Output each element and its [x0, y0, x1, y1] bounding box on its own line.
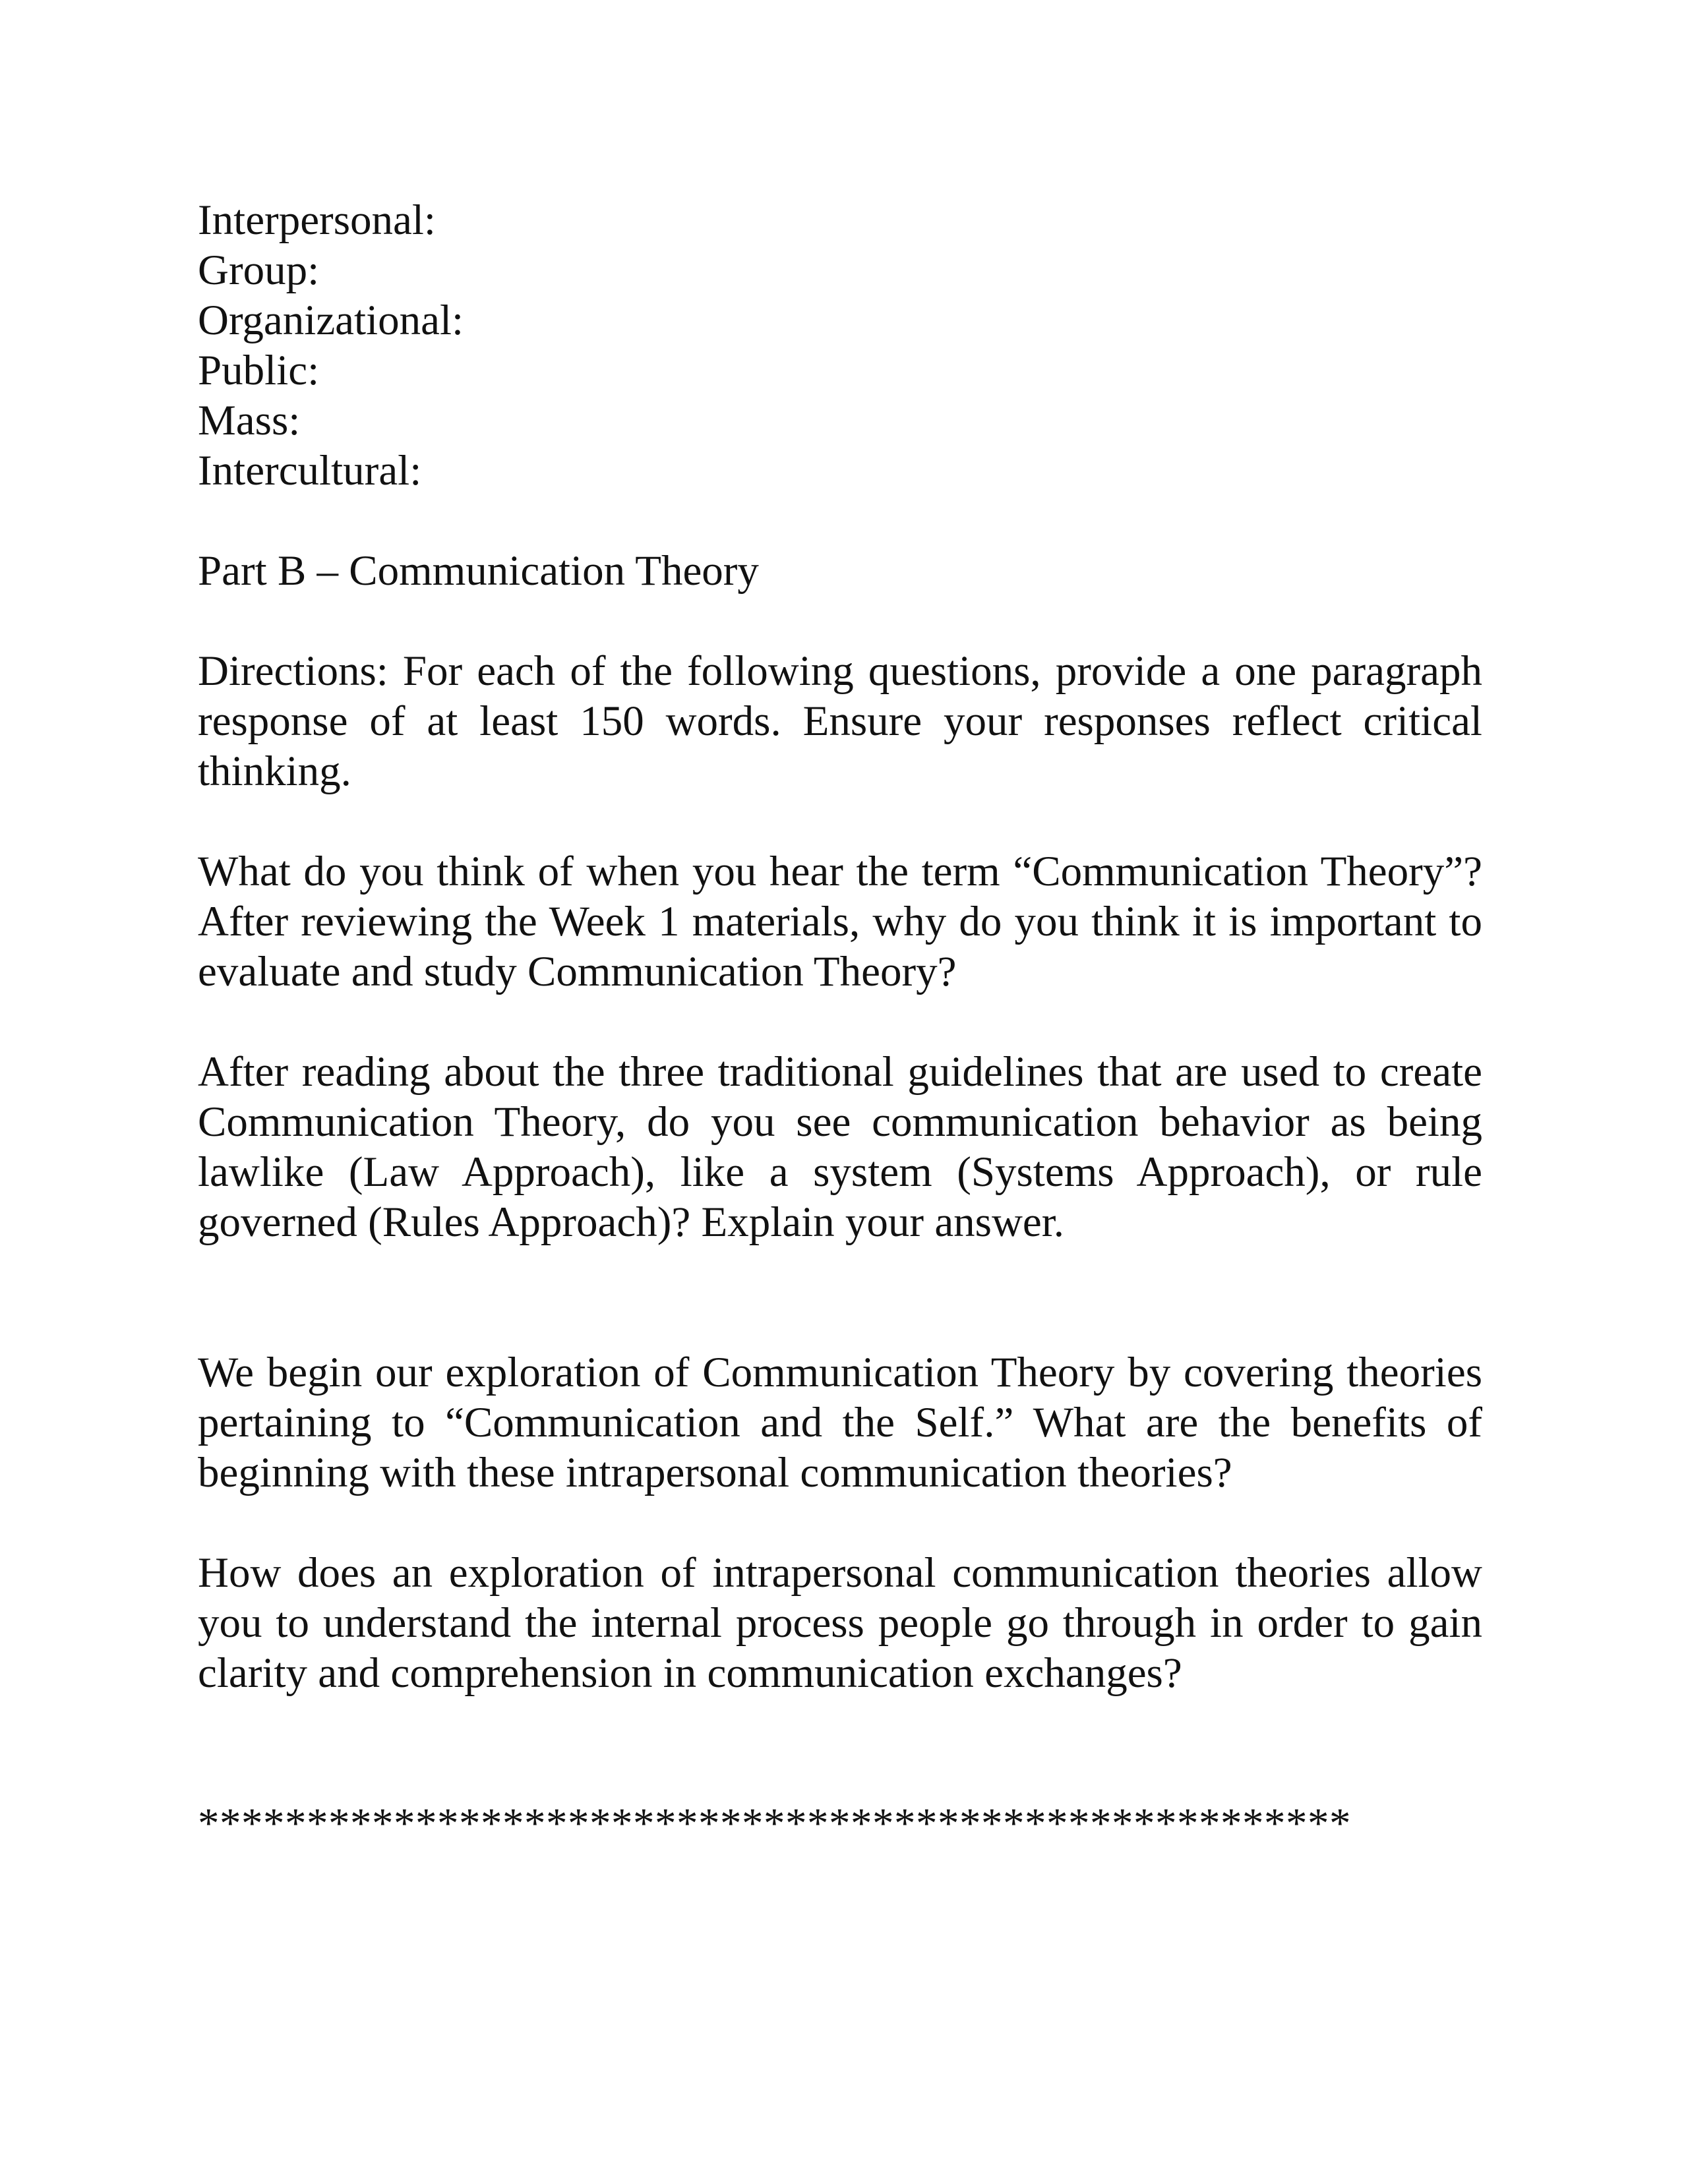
directions-paragraph: Directions: For each of the following questions, provide a one paragraph response of at least 150 words. Ensure your responses reflect critical thinking.	[198, 647, 1482, 795]
category-list	[198, 195, 1482, 496]
question-paragraph-4: How does an exploration of intrapersonal communication theories allow you to understand the internal process people go through in order to gain clarity and comprehension in communication exchanges?	[198, 1549, 1482, 1697]
category-label-organizational: Organizational:	[198, 297, 464, 344]
part-title: Part B – Communication Theory	[198, 547, 759, 595]
category-label-group: Group:	[198, 247, 320, 294]
category-label-mass: Mass:	[198, 397, 301, 444]
document-body	[198, 195, 1482, 1848]
category-label-interpersonal: Interpersonal:	[198, 196, 436, 244]
category-label-public: Public:	[198, 347, 320, 394]
question-paragraph-3: We begin our exploration of Communication Theory by covering theories pertaining to “Communication and the Self.” What are the benefits of beginning with these intrapersonal communication theories?	[198, 1349, 1482, 1496]
separator-line: *****************************************************	[198, 1800, 1351, 1847]
question-paragraph-2: After reading about the three traditional guidelines that are used to create Communication Theory, do you see communication behavior as being lawlike (Law Approach), like a system (Systems Approach), or rule governed (Rules Approach)? Explain your answer.	[198, 1048, 1482, 1246]
question-paragraph-1: What do you think of when you hear the term “Communication Theory”? After reviewing the Week 1 materials, why do you think it is important to evaluate and study Communication Theory?	[198, 848, 1482, 995]
category-label-intercultural: Intercultural:	[198, 447, 422, 494]
